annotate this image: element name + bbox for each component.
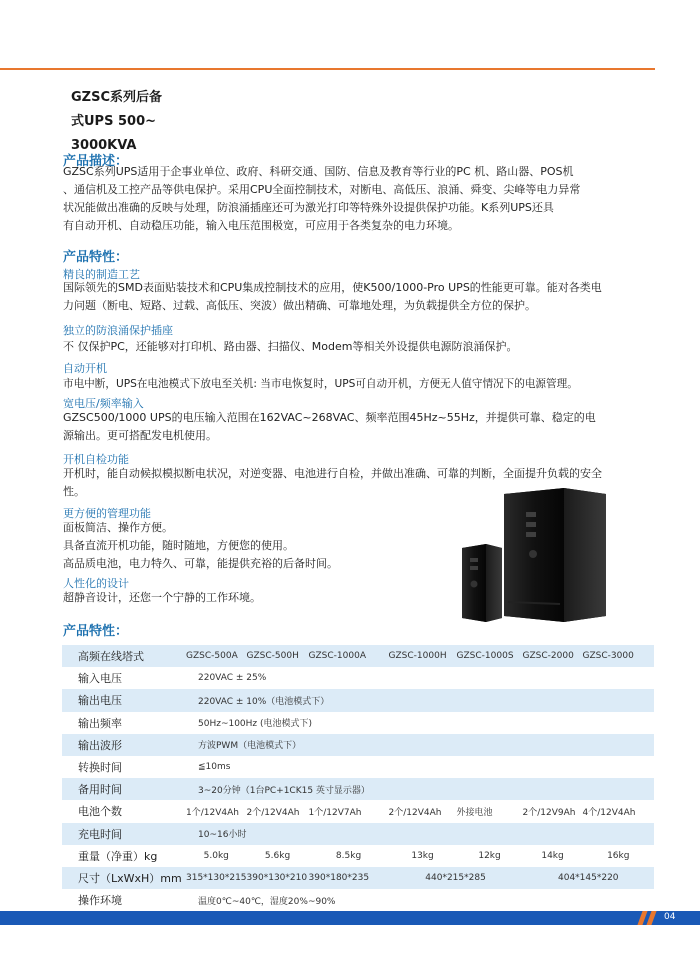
size-cell: 404*145*220: [558, 872, 619, 883]
spec-table: [62, 645, 654, 911]
feature-line: 源输出。更可搭配发电机使用。: [63, 429, 217, 442]
ups-product-image: [456, 484, 616, 624]
feature-body-design: [63, 589, 443, 607]
weight-cell: 12kg: [478, 850, 501, 861]
row-value-transfer-time: ≦10ms: [198, 762, 231, 773]
battery-cell: 1个/12V7Ah: [308, 807, 362, 818]
row-label-environment: 操作环境: [78, 894, 122, 908]
feature-body-manufacturing: [63, 279, 663, 315]
row-label-input-voltage: 输入电压: [78, 672, 122, 686]
feature-line: 力问题（断电、短路、过载、高低压、突波）做出精确、可靠地处理，为负载提供全方位的保护。: [63, 299, 536, 312]
specs-heading: 产品特性：: [63, 624, 129, 639]
feature-body-management: [63, 519, 443, 573]
weight-cell: 14kg: [541, 850, 564, 861]
size-cell: 315*130*215: [186, 872, 247, 883]
table-row-size: [62, 867, 654, 889]
feature-title-surge-socket: 独立的防浪涌保护插座: [63, 324, 173, 337]
feature-title-manufacturing: 精良的制造工艺: [63, 268, 140, 281]
description-line: 有自动开机、自动稳压功能，输入电压范围极宽，可应用于各类复杂的电力环境。: [63, 219, 459, 232]
table-row-battery-count: [62, 800, 654, 822]
feature-line: 不 仅保护PC，还能够对打印机、路由器、扫描仪、Modem等相关外设提供电源防浪涌保护。: [63, 340, 518, 353]
model-cell: GZSC-3000: [582, 651, 634, 662]
row-label-charge-time: 充电时间: [78, 827, 122, 841]
row-label-battery-count: 电池个数: [78, 805, 122, 819]
row-label-output-freq: 输出频率: [78, 716, 122, 730]
row-label-output-wave: 输出波形: [78, 738, 122, 752]
product-title-line-3: 3000KVA: [71, 138, 137, 153]
feature-line: 超静音设计，还您一个宁静的工作环境。: [63, 591, 261, 604]
page-number: 04: [664, 912, 676, 922]
row-value-output-wave: 方波PWM（电池模式下）: [198, 741, 302, 752]
table-row-environment: [62, 889, 654, 911]
row-value-backup-time: 3~20分钟（1台PC+1CK15 英寸显示器）: [198, 785, 370, 796]
row-label-weight: 重量（净重）kg: [78, 849, 158, 863]
feature-line: 高品质电池，电力特久、可靠，能提供充裕的后备时间。: [63, 557, 338, 570]
feature-line: 国际领先的SMD表面贴装技术和CPU集成控制技术的应用，使K500/1000-Pro UPS的性能更可靠。能对各类电: [63, 281, 602, 294]
footer-bar: [0, 911, 650, 925]
feature-body-wide-input: [63, 409, 663, 445]
row-value-input-voltage: 220VAC ± 25%: [198, 673, 267, 684]
table-row-input-voltage: [62, 667, 654, 689]
row-value-output-voltage: 220VAC ± 10%（电池模式下）: [198, 696, 330, 707]
feature-line: 性。: [63, 485, 85, 498]
table-row-backup-time: [62, 778, 654, 800]
feature-line: 市电中断，UPS在电池模式下放电至关机: 当市电恢复时，UPS可自动开机，方便无人值守情况下的电源管理。: [63, 378, 578, 390]
row-label-backup-time: 备用时间: [78, 783, 122, 797]
weight-cell: 5.6kg: [264, 850, 291, 861]
table-row-charge-time: [62, 823, 654, 845]
description-line: 状况能做出准确的反映与处理，防浪涌插座还可为激光打印等特殊外设提供保护功能。K系列UPS还具: [63, 201, 554, 214]
weight-cell: 13kg: [411, 850, 434, 861]
product-title: [71, 86, 271, 158]
battery-cell: 2个/12V9Ah: [522, 807, 576, 818]
top-rule: [0, 68, 655, 70]
table-row-output-freq: [62, 712, 654, 734]
feature-line: 面板简洁、操作方便。: [63, 521, 173, 534]
battery-cell: 外接电池: [456, 807, 493, 818]
model-cell: GZSC-2000: [522, 651, 574, 662]
table-row-output-wave: [62, 734, 654, 756]
feature-body-auto-start: [63, 375, 673, 393]
feature-line: GZSC500/1000 UPS的电压输入范围在162VAC~268VAC、频率范围45Hz~55Hz，并提供可靠、稳定的电: [63, 411, 596, 424]
feature-title-self-test: 开机自检功能: [63, 453, 129, 466]
description-body: [63, 163, 663, 235]
model-cell: GZSC-500H: [246, 651, 299, 662]
row-label-size: 尺寸（LxWxH）mm: [78, 871, 182, 885]
model-cell: GZSC-1000S: [456, 651, 514, 662]
row-value-environment: 温度0℃~40℃，湿度20%~90%: [198, 896, 336, 907]
row-label-model: 高频在线塔式: [78, 650, 144, 664]
product-title-line-1: GZSC系列后备: [71, 90, 163, 105]
table-row-weight: [62, 845, 654, 867]
product-title-line-2: 式UPS 500~: [71, 114, 157, 129]
weight-cell: 8.5kg: [335, 850, 362, 861]
size-cell: 390*180*235: [308, 872, 370, 883]
feature-title-auto-start: 自动开机: [63, 362, 107, 375]
features-heading: 产品特性：: [63, 250, 129, 265]
row-label-output-voltage: 输出电压: [78, 694, 122, 708]
row-label-transfer-time: 转换时间: [78, 761, 122, 775]
description-heading: 产品描述：: [63, 154, 129, 169]
weight-cell: 16kg: [607, 850, 630, 861]
table-row-output-voltage: [62, 689, 654, 711]
battery-cell: 2个/12V4Ah: [246, 807, 300, 818]
battery-cell: 1个/12V4Ah: [186, 807, 239, 818]
feature-line: 具备直流开机功能，随时随地，方便您的使用。: [63, 539, 294, 552]
model-cell: GZSC-500A: [186, 651, 238, 662]
row-value-charge-time: 10~16小时: [198, 830, 247, 841]
table-row-model: [62, 645, 654, 667]
feature-title-design: 人性化的设计: [63, 577, 129, 590]
model-cell: GZSC-1000A: [308, 651, 366, 662]
weight-cell: 5.0kg: [203, 850, 229, 861]
size-cell: 440*215*285: [425, 872, 486, 883]
feature-title-management: 更方便的管理功能: [63, 507, 151, 520]
size-cell: 390*130*210: [246, 872, 308, 883]
description-line: GZSC系列UPS适用于企事业单位、政府、科研交通、国防、信息及教育等行业的PC 机、路山器、POS机: [63, 165, 574, 178]
model-cell: GZSC-1000H: [388, 651, 447, 662]
feature-body-surge-socket: [63, 338, 663, 356]
battery-cell: 4个/12V4Ah: [582, 807, 636, 818]
feature-line: 开机时，能自动候拟模拟断电状况，对逆变器、电池进行自检，并做出准确、可靠的判断，全面提升负载的安全: [63, 467, 602, 480]
description-line: 、通信机及工控产品等供电保护。采用CPU全面控制技术，对断电、高低压、浪涌、舜变、尖峰等电力异常: [63, 183, 581, 196]
table-row-transfer-time: [62, 756, 654, 778]
feature-title-wide-input: 宽电压/频率输入: [63, 397, 144, 410]
row-value-output-freq: 50Hz~100Hz (电池模式下): [198, 719, 313, 730]
battery-cell: 2个/12V4Ah: [388, 807, 442, 818]
